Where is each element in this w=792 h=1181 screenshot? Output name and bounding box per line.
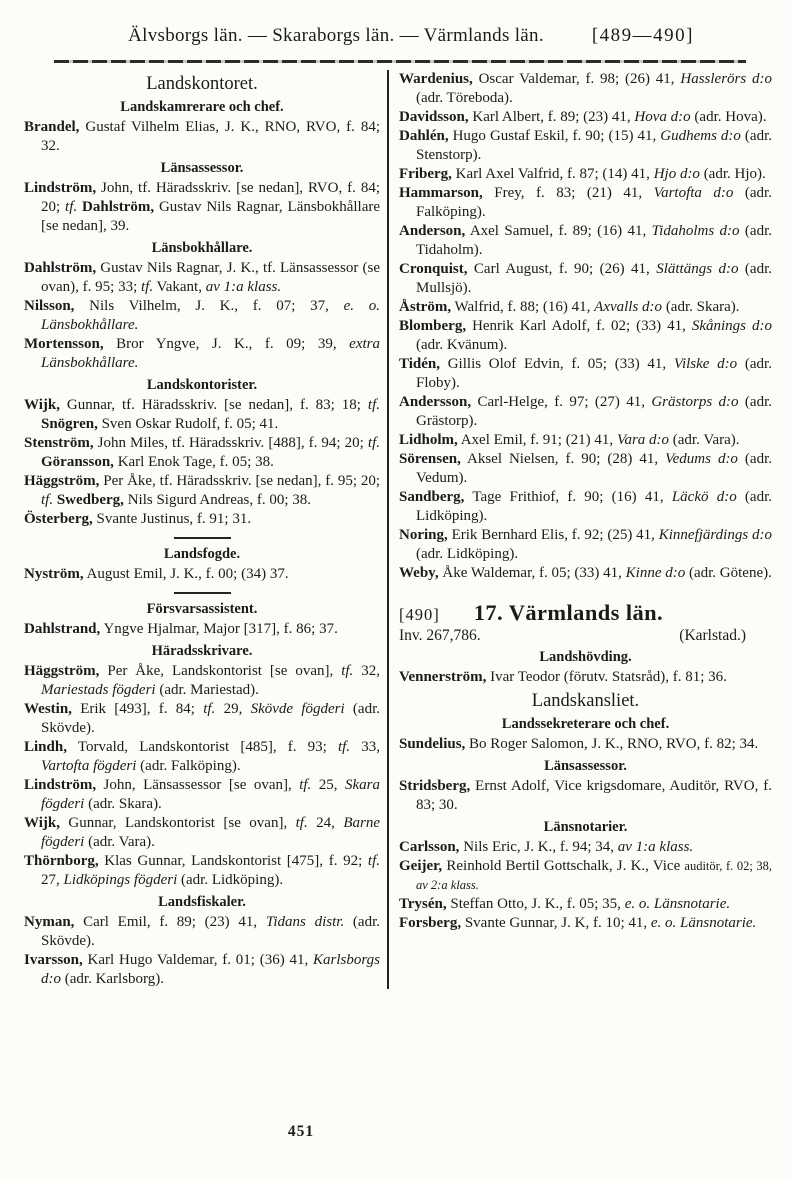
entry-text: Vara d:o bbox=[616, 432, 670, 448]
directory-entry bbox=[399, 838, 772, 857]
entry-text: John, Länsassessor [se ovan], bbox=[96, 777, 300, 793]
directory-entry bbox=[399, 857, 772, 895]
entry-text: John Miles, tf. Häradsskriv. [488], f. 94; 20; bbox=[93, 435, 368, 451]
entry-text: tf. bbox=[367, 397, 380, 413]
entry-surname: Sundelius, bbox=[399, 736, 466, 752]
directory-entry bbox=[399, 895, 772, 914]
section-divider-rule bbox=[174, 537, 231, 539]
directory-entry bbox=[24, 297, 380, 335]
entry-text: (adr. Lidköping). bbox=[416, 546, 519, 562]
entry-surname: Tidén, bbox=[399, 356, 440, 372]
entry-text: e. o. Länsnotarie. bbox=[624, 896, 731, 912]
office-heading: Landskontorister. bbox=[146, 377, 258, 393]
entry-text: e. o. Länsbokhållare. bbox=[41, 298, 380, 333]
entry-text: av 1:a klass. bbox=[205, 279, 282, 295]
entry-text: Svante Justinus, f. 91; 31. bbox=[92, 511, 252, 527]
population-stat: Inv. 267,786. bbox=[399, 627, 481, 644]
directory-entry bbox=[399, 127, 772, 165]
office-heading: Landsfogde. bbox=[163, 546, 241, 562]
directory-entry bbox=[24, 396, 380, 434]
directory-entry bbox=[24, 913, 380, 951]
entry-text: (adr. Kvänum). bbox=[416, 337, 508, 353]
entry-text: Vartofta fögderi bbox=[41, 758, 137, 774]
entry-text: Åke Waldemar, f. 05; (33) 41, bbox=[438, 565, 626, 581]
entry-text: Per Åke, Landskontorist [se ovan], bbox=[99, 663, 342, 679]
directory-entry bbox=[24, 259, 380, 297]
entry-text: (adr. Tidaholm). bbox=[416, 223, 772, 258]
entry-text: (adr. Skövde). bbox=[41, 701, 381, 736]
directory-entry bbox=[24, 951, 380, 989]
entry-text: Vakant, bbox=[153, 279, 206, 295]
entry-text: Skövde fögderi bbox=[250, 701, 345, 717]
entry-text: Gudhems d:o bbox=[660, 128, 741, 144]
entry-text: (adr. Skövde). bbox=[41, 914, 380, 949]
county-seat: (Karlstad.) bbox=[679, 627, 746, 644]
entry-text: Tidaholms d:o bbox=[651, 223, 740, 239]
office-heading: Länsassessor. bbox=[160, 160, 244, 176]
entry-text: Henrik Karl Adolf, f. 02; (33) 41, bbox=[466, 318, 692, 334]
running-header bbox=[0, 25, 792, 47]
entry-text: Vartofta d:o bbox=[653, 185, 734, 201]
entry-text: (adr. Karlsborg). bbox=[61, 971, 165, 987]
entry-surname: Blomberg, bbox=[399, 318, 467, 334]
entry-text: Axvalls d:o bbox=[594, 299, 663, 315]
entry-text: Hjo d:o bbox=[653, 166, 700, 182]
directory-entry bbox=[399, 184, 772, 222]
directory-entry bbox=[399, 70, 772, 108]
entry-surname: Häggström, bbox=[24, 473, 100, 489]
entry-text: (adr. Mariestad). bbox=[155, 682, 259, 698]
entry-text: Karl Hugo Valdemar, f. 01; (36) 41, bbox=[82, 952, 314, 968]
entry-text: auditör, f. 02; 38, bbox=[684, 859, 772, 873]
entry-text: Erik [493], f. 84; bbox=[71, 701, 204, 717]
directory-entry bbox=[24, 738, 380, 776]
entry-text: 33, bbox=[350, 739, 381, 755]
entry-text: Skara fögderi bbox=[41, 777, 380, 812]
entry-text: John, tf. Häradsskriv. [se nedan], RVO, f. 84; 20; bbox=[41, 180, 380, 215]
entry-text: Gustaf Vilhelm Elias, J. K., RNO, RVO, f. 84; 32. bbox=[41, 119, 380, 154]
directory-entry bbox=[24, 434, 380, 472]
entry-text: Gunnar, Landskontorist [se ovan], bbox=[59, 815, 296, 831]
entry-text: tf. bbox=[367, 435, 380, 451]
entry-text: tf. bbox=[295, 815, 308, 831]
directory-entry bbox=[399, 260, 772, 298]
entry-text: Steffan Otto, J. K., f. 05; 35, bbox=[446, 896, 625, 912]
directory-entry bbox=[24, 510, 380, 529]
entry-surname: Noring, bbox=[399, 527, 448, 543]
entry-text: Carl-Helge, f. 97; (27) 41, bbox=[471, 394, 652, 410]
entry-surname: Wijk, bbox=[24, 815, 60, 831]
entry-text: (adr. Töreboda). bbox=[416, 90, 513, 106]
entry-text: (adr. Lidköping). bbox=[416, 489, 773, 524]
directory-entry bbox=[399, 355, 772, 393]
entry-surname: Swedberg, bbox=[56, 492, 124, 508]
entry-surname: Dahlstrand, bbox=[24, 621, 101, 637]
entry-text: (adr. Falköping). bbox=[136, 758, 241, 774]
directory-entry bbox=[24, 814, 380, 852]
directory-entry bbox=[24, 118, 380, 156]
page-number: 451 bbox=[287, 1123, 315, 1140]
entry-surname: Thörnborg, bbox=[24, 853, 99, 869]
entry-text: (adr. Hjo). bbox=[699, 166, 766, 182]
entry-text: Gustav Nils Ragnar, J. K., tf. Länsassessor (se ovan), f. 95; 33; bbox=[41, 260, 380, 295]
entry-surname: Trysén, bbox=[399, 896, 447, 912]
entry-text: tf. bbox=[299, 777, 312, 793]
entry-text: (adr. Götene). bbox=[685, 565, 772, 581]
entry-text: Hasslerörs d:o bbox=[680, 71, 772, 87]
entry-text: extra Länsbokhållare. bbox=[41, 336, 380, 371]
entry-text: tf. bbox=[203, 701, 216, 717]
office-heading: Försvarsassistent. bbox=[146, 601, 258, 617]
entry-surname: Dahlström, bbox=[82, 199, 155, 215]
section-page-ref: [490] bbox=[399, 605, 440, 624]
directory-entry bbox=[399, 450, 772, 488]
entry-text: Walfrid, f. 88; (16) 41, bbox=[451, 299, 595, 315]
entry-surname: Westin, bbox=[24, 701, 72, 717]
entry-text: Barne fögderi bbox=[41, 815, 381, 850]
entry-surname: Nyström, bbox=[24, 566, 84, 582]
entry-surname: Geijer, bbox=[399, 858, 443, 874]
directory-entry bbox=[24, 472, 380, 510]
entry-text: Reinhold Bertil Gottschalk, J. K., Vice bbox=[442, 858, 685, 874]
entry-text: Ivar Teodor (förutv. Statsråd), f. 81; 36. bbox=[486, 669, 727, 685]
entry-text: Bo Roger Salomon, J. K., RNO, RVO, f. 82; 34. bbox=[465, 736, 759, 752]
entry-text: (adr. Skara). bbox=[84, 796, 162, 812]
directory-entry bbox=[24, 179, 380, 236]
directory-entry bbox=[399, 298, 772, 317]
entry-text: (adr. Lidköping). bbox=[177, 872, 284, 888]
directory-entry bbox=[399, 317, 772, 355]
entry-text: tf. bbox=[41, 492, 54, 508]
entry-text: Karl Enok Tage, f. 05; 38. bbox=[113, 454, 274, 470]
office-heading: Länsassessor. bbox=[544, 758, 627, 774]
entry-surname: Ivarsson, bbox=[24, 952, 83, 968]
directory-entry bbox=[24, 335, 380, 373]
entry-text: 25, bbox=[311, 777, 345, 793]
entry-text: Karl Albert, f. 89; (23) 41, bbox=[468, 109, 635, 125]
entry-text: Aksel Nielsen, f. 90; (28) 41, bbox=[460, 451, 666, 467]
entry-surname: Vennerström, bbox=[399, 669, 487, 685]
directory-entry bbox=[399, 914, 772, 933]
directory-entry bbox=[399, 488, 772, 526]
entry-text: Axel Samuel, f. 89; (16) 41, bbox=[465, 223, 652, 239]
entry-surname: Forsberg, bbox=[399, 915, 462, 931]
office-heading: Landsfiskaler. bbox=[158, 894, 246, 910]
entry-text: Skånings d:o bbox=[691, 318, 772, 334]
entry-text: e. o. Länsnotarie. bbox=[650, 915, 757, 931]
entry-text: Sven Oskar Rudolf, f. 05; 41. bbox=[97, 416, 279, 432]
entry-surname: Cronquist, bbox=[399, 261, 468, 277]
directory-entry bbox=[399, 526, 772, 564]
directory-entry bbox=[24, 700, 380, 738]
directory-entry bbox=[399, 564, 772, 583]
entry-surname: Brandel, bbox=[24, 119, 80, 135]
entry-text: Carl August, f. 90; (26) 41, bbox=[467, 261, 657, 277]
department-heading: Landskontoret. bbox=[146, 74, 258, 94]
entry-text: Kinnefjärdings d:o bbox=[658, 527, 773, 543]
entry-surname: Hammarson, bbox=[399, 185, 483, 201]
entry-text: (adr. Floby). bbox=[416, 356, 772, 391]
directory-entry bbox=[24, 565, 380, 584]
entry-text: Mariestads fögderi bbox=[41, 682, 156, 698]
directory-entry bbox=[399, 165, 772, 184]
entry-surname: Nilsson, bbox=[24, 298, 75, 314]
entry-surname: Häggström, bbox=[24, 663, 100, 679]
directory-entry bbox=[399, 777, 772, 815]
entry-text: Karl Axel Valfrid, f. 87; (14) 41, bbox=[451, 166, 654, 182]
entry-text: August Emil, J. K., f. 00; (34) 37. bbox=[83, 566, 289, 582]
entry-text: Ernst Adolf, Vice krigsdomare, Auditör, RVO, f. 83; 30. bbox=[416, 778, 772, 813]
entry-text: (adr. Mullsjö). bbox=[416, 261, 772, 296]
directory-entry bbox=[399, 222, 772, 260]
entry-surname: Dahlström, bbox=[24, 260, 97, 276]
entry-text: Tage Frithiof, f. 90; (16) 41, bbox=[464, 489, 672, 505]
entry-text: Hova d:o bbox=[634, 109, 691, 125]
entry-text: Oscar Valdemar, f. 98; (26) 41, bbox=[472, 71, 681, 87]
entry-surname: Davidsson, bbox=[399, 109, 469, 125]
running-header-page-ref: [489—490] bbox=[591, 25, 694, 46]
directory-entry bbox=[399, 735, 772, 754]
entry-text: Tidans distr. bbox=[265, 914, 345, 930]
entry-text: Gillis Olof Edvin, f. 05; (33) 41, bbox=[440, 356, 674, 372]
entry-text: (adr. Grästorp). bbox=[416, 394, 772, 429]
entry-surname: Nyman, bbox=[24, 914, 75, 930]
department-heading: Landskansliet. bbox=[531, 691, 640, 711]
entry-surname: Stenström, bbox=[24, 435, 94, 451]
office-heading: Länsbokhållare. bbox=[151, 240, 253, 256]
entry-text: Karlsborgs d:o bbox=[41, 952, 380, 987]
county-meta-row bbox=[399, 626, 772, 645]
header-rule bbox=[54, 60, 746, 63]
running-header-title: Älvsborgs län. — Skaraborgs län. — Värmlands län. bbox=[128, 25, 544, 46]
office-heading: Landshövding. bbox=[539, 649, 632, 665]
entry-text: 27, bbox=[41, 872, 64, 888]
entry-text: tf. bbox=[367, 853, 380, 869]
directory-entry bbox=[24, 620, 380, 639]
entry-text: av 1:a klass. bbox=[617, 839, 694, 855]
entry-text: Gunnar, tf. Häradsskriv. [se nedan], f. 83; 18; bbox=[59, 397, 368, 413]
entry-text: tf. bbox=[338, 739, 351, 755]
entry-text: Torvald, Landskontorist [485], f. 93; bbox=[66, 739, 338, 755]
left-column bbox=[24, 70, 387, 989]
entry-text: Vedums d:o bbox=[665, 451, 738, 467]
entry-text: Vilske d:o bbox=[673, 356, 738, 372]
entry-surname: Lindström, bbox=[24, 777, 97, 793]
office-heading: Landssekreterare och chef. bbox=[501, 716, 670, 732]
entry-text: Erik Bernhard Elis, f. 92; (25) 41, bbox=[447, 527, 659, 543]
entry-text: (adr. Stenstorp). bbox=[416, 128, 773, 163]
entry-surname: Wardenius, bbox=[399, 71, 473, 87]
entry-text: (adr. Vara). bbox=[669, 432, 740, 448]
entry-surname: Åström, bbox=[399, 299, 452, 315]
entry-text: Hugo Gustaf Eskil, f. 90; (15) 41, bbox=[448, 128, 661, 144]
entry-text: 29, bbox=[215, 701, 251, 717]
section-title-text: 17. Värmlands län. bbox=[473, 600, 664, 625]
entry-text: Klas Gunnar, Landskontorist [475], f. 92; bbox=[98, 853, 368, 869]
entry-text: tf. bbox=[65, 199, 78, 215]
entry-text: Nils Vilhelm, J. K., f. 07; 37, bbox=[74, 298, 344, 314]
entry-text: Lidköpings fögderi bbox=[63, 872, 178, 888]
county-section-title bbox=[399, 600, 772, 625]
directory-entry bbox=[399, 668, 772, 687]
entry-surname: Sandberg, bbox=[399, 489, 465, 505]
entry-surname: Lindh, bbox=[24, 739, 67, 755]
entry-text: Frey, f. 83; (21) 41, bbox=[482, 185, 654, 201]
entry-text: (adr. Vara). bbox=[84, 834, 155, 850]
entry-surname: Österberg, bbox=[24, 511, 93, 527]
right-column bbox=[389, 70, 772, 989]
entry-text: 32, bbox=[353, 663, 381, 679]
entry-text: Kinne d:o bbox=[625, 565, 686, 581]
directory-entry bbox=[24, 852, 380, 890]
entry-text: Per Åke, tf. Häradsskriv. [se nedan], f. 95; 20; bbox=[99, 473, 380, 489]
entry-surname: Snögren, bbox=[41, 416, 98, 432]
entry-text: (adr. Skara). bbox=[662, 299, 740, 315]
entry-surname: Lindström, bbox=[24, 180, 97, 196]
entry-surname: Mortensson, bbox=[24, 336, 104, 352]
entry-text: Slättängs d:o bbox=[656, 261, 739, 277]
entry-text: tf. bbox=[140, 279, 154, 295]
office-heading: Landskamrerare och chef. bbox=[120, 99, 284, 115]
two-column-body bbox=[24, 70, 772, 989]
office-heading: Häradsskrivare. bbox=[151, 643, 253, 659]
entry-surname: Friberg, bbox=[399, 166, 452, 182]
entry-surname: Sörensen, bbox=[399, 451, 461, 467]
entry-text: av 2:a klass. bbox=[416, 878, 479, 892]
entry-text: Grästorps d:o bbox=[651, 394, 739, 410]
entry-surname: Andersson, bbox=[399, 394, 472, 410]
directory-entry bbox=[399, 431, 772, 450]
entry-text: Nils Eric, J. K., f. 94; 34, bbox=[459, 839, 618, 855]
entry-text: (adr. Falköping). bbox=[416, 185, 772, 220]
entry-text: 24, bbox=[307, 815, 344, 831]
entry-text: Nils Sigurd Andreas, f. 00; 38. bbox=[123, 492, 312, 508]
entry-surname: Dahlén, bbox=[399, 128, 449, 144]
entry-text: tf. bbox=[341, 663, 354, 679]
entry-text: Bror Yngve, J. K., f. 09; 39, bbox=[103, 336, 350, 352]
directory-entry bbox=[399, 393, 772, 431]
entry-surname: Wijk, bbox=[24, 397, 60, 413]
entry-text: (adr. Hova). bbox=[690, 109, 767, 125]
entry-surname: Weby, bbox=[399, 565, 439, 581]
directory-entry bbox=[399, 108, 772, 127]
entry-text: Yngve Hjalmar, Major [317], f. 86; 37. bbox=[100, 621, 338, 637]
entry-surname: Lidholm, bbox=[399, 432, 458, 448]
entry-text: (adr. Vedum). bbox=[416, 451, 772, 486]
section-divider-rule bbox=[174, 592, 231, 594]
office-heading: Länsnotarier. bbox=[543, 819, 628, 835]
directory-entry bbox=[24, 662, 380, 700]
entry-surname: Stridsberg, bbox=[399, 778, 471, 794]
entry-surname: Göransson, bbox=[41, 454, 114, 470]
entry-surname: Carlsson, bbox=[399, 839, 460, 855]
entry-text: Läckö d:o bbox=[671, 489, 737, 505]
entry-text: Axel Emil, f. 91; (21) 41, bbox=[457, 432, 617, 448]
entry-text: Carl Emil, f. 89; (23) 41, bbox=[74, 914, 266, 930]
entry-surname: Anderson, bbox=[399, 223, 466, 239]
entry-text: Gustav Nils Ragnar, Länsbokhållare [se nedan], 39. bbox=[41, 199, 380, 234]
entry-text: Svante Gunnar, J. K, f. 10; 41, bbox=[461, 915, 651, 931]
directory-entry bbox=[24, 776, 380, 814]
